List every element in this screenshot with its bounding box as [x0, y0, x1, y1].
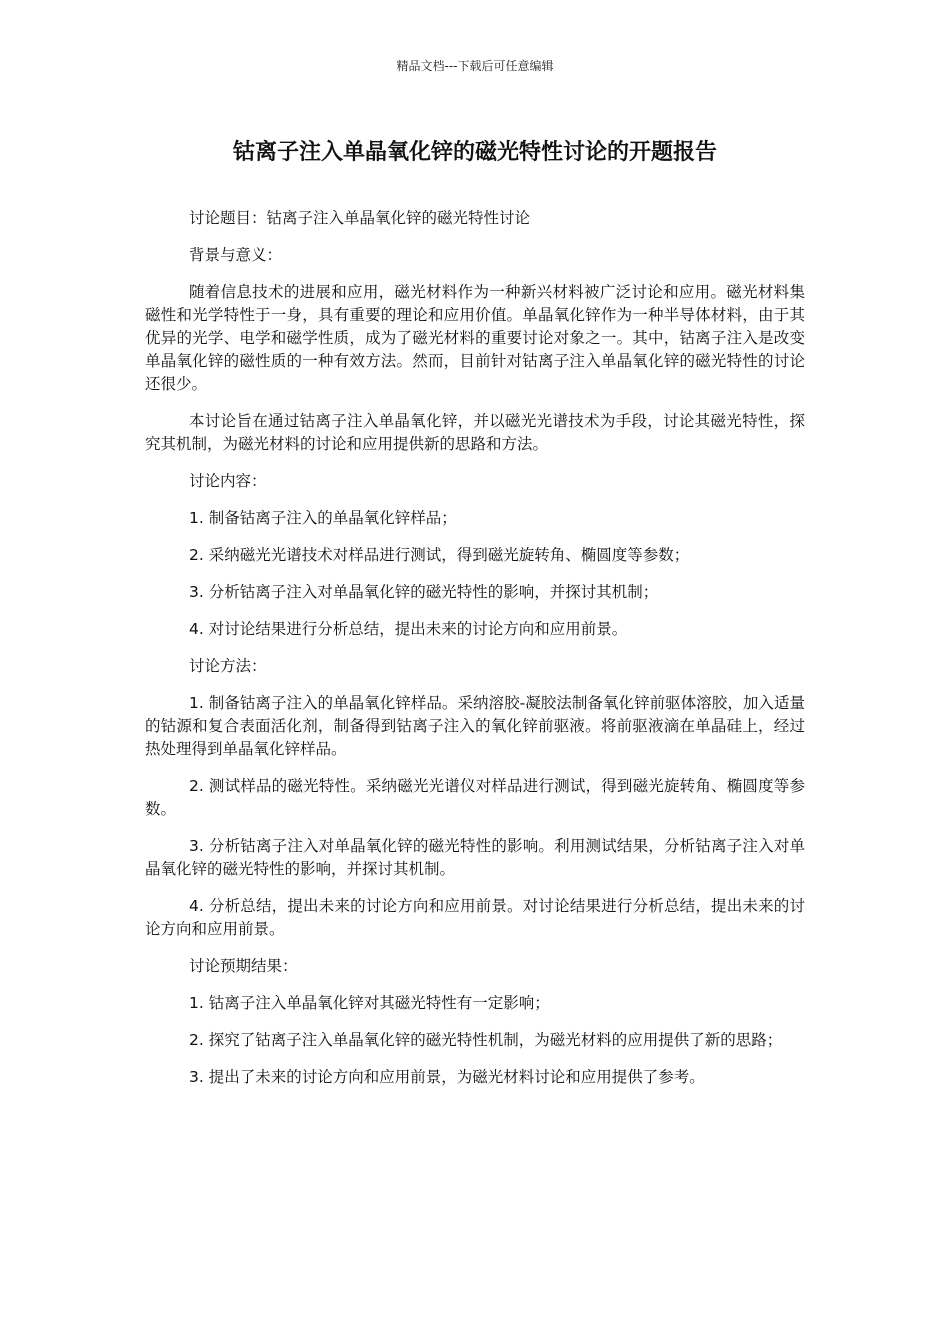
section-heading-content: 讨论内容：	[189, 472, 267, 490]
result-item: 1. 钴离子注入单晶氧化锌对其磁光特性有一定影响；	[189, 994, 550, 1012]
section-heading-background: 背景与意义：	[189, 246, 283, 264]
content-item: 1. 制备钴离子注入的单晶氧化锌样品；	[189, 509, 457, 527]
method-item: 3. 分析钴离子注入对单晶氧化锌的磁光特性的影响。利用测试结果，分析钴离子注入对单晶氧化锌的磁光特性的影响，并探讨其机制。	[145, 837, 805, 878]
content-item: 4. 对讨论结果进行分析总结，提出未来的讨论方向和应用前景。	[189, 620, 628, 638]
method-item: 4. 分析总结，提出未来的讨论方向和应用前景。对讨论结果进行分析总结，提出未来的讨论方向和应用前景。	[145, 897, 805, 938]
section-heading-expected-results: 讨论预期结果：	[189, 957, 298, 975]
aim-paragraph: 本讨论旨在通过钴离子注入单晶氧化锌，并以磁光光谱技术为手段，讨论其磁光特性，探究其机制，为磁光材料的讨论和应用提供新的思路和方法。	[145, 412, 805, 453]
result-item: 2. 探究了钴离子注入单晶氧化锌的磁光特性机制，为磁光材料的应用提供了新的思路；	[189, 1031, 783, 1049]
method-item: 2. 测试样品的磁光特性。采纳磁光光谱仪对样品进行测试，得到磁光旋转角、椭圆度等参数。	[145, 777, 805, 818]
section-heading-methods: 讨论方法：	[189, 657, 267, 675]
content-item: 2. 采纳磁光光谱技术对样品进行测试，得到磁光旋转角、椭圆度等参数；	[189, 546, 690, 564]
topic-line: 讨论题目：钴离子注入单晶氧化锌的磁光特性讨论	[189, 209, 531, 227]
document-body	[145, 207, 805, 1103]
result-item: 3. 提出了未来的讨论方向和应用前景，为磁光材料讨论和应用提供了参考。	[189, 1068, 705, 1086]
background-paragraph: 随着信息技术的进展和应用，磁光材料作为一种新兴材料被广泛讨论和应用。磁光材料集磁性和光学特性于一身，具有重要的理论和应用价值。单晶氧化锌作为一种半导体材料，由于其优异的光学、电学和磁学性质，成为了磁光材料的重要讨论对象之一。其中，钴离子注入是改变单晶氧化锌的磁性质的一种有效方法。然而，目前针对钴离子注入单晶氧化锌的磁光特性的讨论还很少。	[145, 283, 805, 393]
content-item: 3. 分析钴离子注入对单晶氧化锌的磁光特性的影响，并探讨其机制；	[189, 583, 659, 601]
header-note: 精品文档---下载后可任意编辑	[396, 59, 554, 73]
method-item: 1. 制备钴离子注入的单晶氧化锌样品。采纳溶胶-凝胶法制备氧化锌前驱体溶胶，加入适量的钴源和复合表面活化剂，制备得到钴离子注入的氧化锌前驱液。将前驱液滴在单晶硅上，经过热处理得到单晶氧化锌样品。	[145, 694, 805, 758]
document-title: 钴离子注入单晶氧化锌的磁光特性讨论的开题报告	[232, 140, 717, 165]
